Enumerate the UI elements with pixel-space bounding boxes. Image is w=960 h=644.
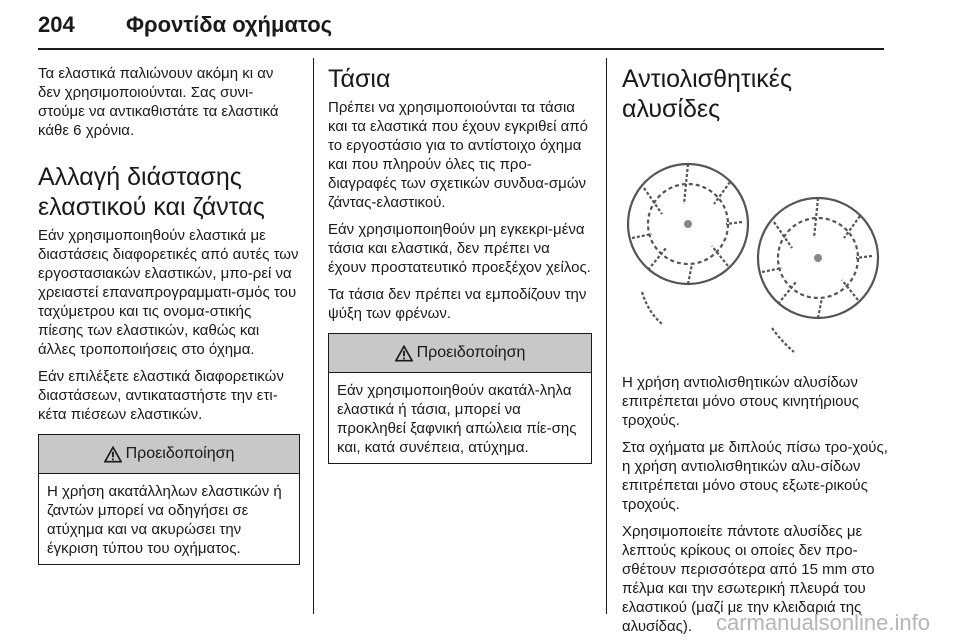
warning-title: Προειδοποίηση: [125, 445, 235, 462]
warning-triangle-icon: [104, 446, 122, 463]
paragraph: Εάν χρησιμοποιηθούν ελαστικά με διαστάσεις διαφορετικές από αυτές των εργοστασιακών ελαστικών, μπο-ρεί να χρειαστεί επαναπρογραμματι-σμός του ταχύμετρου και τις ονομα-στικής πίεσης των ελαστικών, καθώς και άλλες τροποποιήσεις στο όχημα.: [38, 227, 299, 358]
warning-box: [38, 434, 300, 565]
paragraph: Εάν επιλέξετε ελαστικά διαφορετικών διαστάσεων, αντικαταστήστε την ετι-κέτα πιέσεων ελαστικών.: [38, 368, 284, 423]
warning-triangle-icon: [395, 345, 413, 362]
warning-header: [39, 435, 299, 474]
warning-text: Η χρήση ακατάλληλων ελαστικών ή ζαντών μπορεί να οδηγήσει σε ατύχημα και να ακυρώσει την έγκριση τύπου του οχήματος.: [47, 483, 282, 557]
paragraph: Η χρήση αντιολισθητικών αλυσίδων επιτρέπεται μόνο στους κινητήριους τροχούς.: [622, 374, 859, 429]
warning-title: Προειδοποίηση: [416, 344, 526, 361]
running-title: Φροντίδα οχήματος: [126, 12, 333, 37]
paragraph: Στα οχήματα με διπλούς πίσω τρο-χούς, η χρήση αντιολισθητικών αλυ-σίδων επιτρέπεται μόνο στους εξωτε-ρικούς τροχούς.: [622, 439, 888, 513]
warning-header: [329, 334, 591, 373]
paragraph: Εάν χρησιμοποιηθούν μη εγκεκρι-μένα τάσια και ελαστικά, δεν πρέπει να έχουν προστατευτικό προεξέχον χείλος.: [328, 221, 591, 276]
snow-chains-illustration: [622, 142, 888, 356]
paragraph: Χρησιμοποιείτε πάντοτε αλυσίδες με λεπτούς κρίκους οι οποίες δεν προ-σθέτουν περισσότερα από 15 mm στο πέλμα και την εσωτερική πλευρά του ελαστικού (μαζί με την κλειδαριά της αλυσίδας).: [622, 523, 875, 635]
column-divider: [313, 58, 314, 614]
section-heading-wheel-covers: Τάσια: [328, 65, 391, 93]
section-heading-snow-chains: Αντιολισθητικές αλυσίδες: [622, 65, 792, 123]
section-heading-tire-size: Αλλαγή διάστασης ελαστικού και ζάντας: [38, 163, 265, 221]
column-middle: [328, 64, 592, 464]
page-number: 204: [38, 12, 75, 37]
warning-text: Εάν χρησιμοποιηθούν ακατάλ-ληλα ελαστικά ή τάσια, μπορεί να προκληθεί ξαφνική απώλεια πίε-σης και, κατά συνέπεια, ατύχημα.: [337, 382, 577, 456]
intro-paragraph: Τα ελαστικά παλιώνουν ακόμη κι αν δεν χρησιμοποιούνται. Σας συνι-στούμε να αντικαθιστάτε τα ελαστικά κάθε 6 χρόνια.: [38, 65, 279, 139]
column-right: [622, 64, 888, 644]
paragraph: Τα τάσια δεν πρέπει να εμποδίζουν την ψύξη των φρένων.: [328, 286, 587, 322]
warning-box: [328, 333, 592, 464]
page-header: [38, 8, 884, 50]
column-divider: [606, 58, 607, 614]
column-left: [38, 64, 300, 565]
watermark: carmanualsonline.info: [715, 610, 930, 635]
paragraph: Πρέπει να χρησιμοποιούνται τα τάσια και τα ελαστικά που έχουν εγκριθεί από το εργοστάσιο για το αντίστοιχο όχημα και που πληρούν όλες τις προ-διαγραφές των σχετικών συνδυα-σμών ζάντας-ελαστικού.: [328, 99, 589, 211]
